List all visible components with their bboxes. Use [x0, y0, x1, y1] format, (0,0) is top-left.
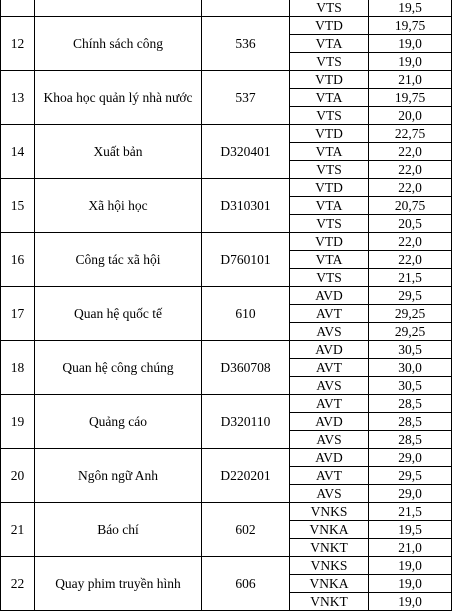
row-number-cell: 17 [1, 287, 35, 341]
subject-combo-cell: AVD [290, 413, 369, 431]
subject-combo-cell: AVS [290, 323, 369, 341]
table-row [1, 17, 452, 35]
table-row [1, 449, 452, 467]
score-cell: 29,25 [369, 323, 452, 341]
score-cell: 19,75 [369, 89, 452, 107]
subject-combo-cell: AVS [290, 431, 369, 449]
subject-combo-cell: VTS [290, 215, 369, 233]
table-row [1, 125, 452, 143]
score-cell: 30,5 [369, 377, 452, 395]
major-code-cell: 602 [202, 503, 290, 557]
score-cell: 20,75 [369, 197, 452, 215]
major-name-cell: Khoa học quản lý nhà nước [35, 71, 202, 125]
major-name-cell: Báo chí [35, 503, 202, 557]
subject-combo-cell: VTS [290, 161, 369, 179]
row-number-cell: 22 [1, 557, 35, 611]
row-number-cell: 12 [1, 17, 35, 71]
subject-combo-cell: VTD [290, 17, 369, 35]
score-cell: 21,0 [369, 539, 452, 557]
subject-combo-cell: VTS [290, 269, 369, 287]
subject-combo-cell: VTD [290, 233, 369, 251]
subject-combo-cell: AVT [290, 305, 369, 323]
score-cell: 29,5 [369, 287, 452, 305]
score-cell: 22,0 [369, 143, 452, 161]
major-name-cell: Quan hệ quốc tế [35, 287, 202, 341]
major-code-cell [202, 0, 290, 17]
score-cell: 21,5 [369, 503, 452, 521]
score-cell: 29,0 [369, 449, 452, 467]
row-number-cell: 18 [1, 341, 35, 395]
score-cell: 22,75 [369, 125, 452, 143]
major-code-cell: D320401 [202, 125, 290, 179]
score-cell: 22,0 [369, 233, 452, 251]
major-name-cell: Công tác xã hội [35, 233, 202, 287]
score-cell: 22,0 [369, 179, 452, 197]
subject-combo-cell: VTA [290, 143, 369, 161]
score-cell: 28,5 [369, 395, 452, 413]
major-code-cell: 536 [202, 17, 290, 71]
table-row [1, 233, 452, 251]
subject-combo-cell: AVD [290, 449, 369, 467]
score-cell: 21,0 [369, 71, 452, 89]
major-name-cell: Quay phim truyền hình [35, 557, 202, 611]
subject-combo-cell: AVT [290, 359, 369, 377]
row-number-cell: 15 [1, 179, 35, 233]
table-body [1, 0, 452, 611]
score-cell: 19,75 [369, 17, 452, 35]
score-cell: 19,0 [369, 35, 452, 53]
score-cell: 29,0 [369, 485, 452, 503]
subject-combo-cell: VTD [290, 71, 369, 89]
major-code-cell: 610 [202, 287, 290, 341]
table-row [1, 503, 452, 521]
score-cell: 28,5 [369, 431, 452, 449]
subject-combo-cell: VTA [290, 251, 369, 269]
score-cell: 19,0 [369, 53, 452, 71]
score-cell: 29,25 [369, 305, 452, 323]
major-code-cell: D310301 [202, 179, 290, 233]
subject-combo-cell: VNKS [290, 503, 369, 521]
score-cell: 19,5 [369, 521, 452, 539]
subject-combo-cell: AVD [290, 287, 369, 305]
major-code-cell: D360708 [202, 341, 290, 395]
row-number-cell: 19 [1, 395, 35, 449]
row-number-cell: 14 [1, 125, 35, 179]
row-number-cell: 20 [1, 449, 35, 503]
table-row [1, 395, 452, 413]
score-cell: 30,0 [369, 359, 452, 377]
subject-combo-cell: VTA [290, 197, 369, 215]
major-name-cell: Xuất bản [35, 125, 202, 179]
score-cell: 30,5 [369, 341, 452, 359]
score-cell: 19,0 [369, 557, 452, 575]
score-cell: 20,5 [369, 215, 452, 233]
major-code-cell: 606 [202, 557, 290, 611]
score-cell: 21,5 [369, 269, 452, 287]
major-code-cell: D320110 [202, 395, 290, 449]
subject-combo-cell: VTD [290, 125, 369, 143]
score-cell: 28,5 [369, 413, 452, 431]
subject-combo-cell: VNKT [290, 593, 369, 611]
subject-combo-cell: AVS [290, 377, 369, 395]
major-name-cell: Quan hệ công chúng [35, 341, 202, 395]
score-cell: 20,0 [369, 107, 452, 125]
subject-combo-cell: VTD [290, 179, 369, 197]
score-cell: 22,0 [369, 161, 452, 179]
major-name-cell: Ngôn ngữ Anh [35, 449, 202, 503]
row-number-cell: 16 [1, 233, 35, 287]
major-name-cell: Quảng cáo [35, 395, 202, 449]
subject-combo-cell: VTA [290, 89, 369, 107]
score-cell: 19,0 [369, 575, 452, 593]
subject-combo-cell: VTS [290, 0, 369, 17]
subject-combo-cell: VNKA [290, 521, 369, 539]
score-cell: 29,5 [369, 467, 452, 485]
score-cell: 19,5 [369, 0, 452, 17]
table-row [1, 341, 452, 359]
subject-combo-cell: VNKA [290, 575, 369, 593]
subject-combo-cell: VTS [290, 53, 369, 71]
table-row [1, 557, 452, 575]
row-number-cell: 13 [1, 71, 35, 125]
table-row [1, 0, 452, 17]
table-row [1, 71, 452, 89]
subject-combo-cell: VTS [290, 107, 369, 125]
table-row [1, 179, 452, 197]
score-cell: 19,0 [369, 593, 452, 611]
row-number-cell [1, 0, 35, 17]
major-name-cell: Chính sách công [35, 17, 202, 71]
table-row [1, 287, 452, 305]
subject-combo-cell: AVS [290, 485, 369, 503]
row-number-cell: 21 [1, 503, 35, 557]
major-code-cell: D760101 [202, 233, 290, 287]
major-code-cell: 537 [202, 71, 290, 125]
subject-combo-cell: AVD [290, 341, 369, 359]
subject-combo-cell: VNKS [290, 557, 369, 575]
subject-combo-cell: VNKT [290, 539, 369, 557]
major-name-cell: Xã hội học [35, 179, 202, 233]
score-cell: 22,0 [369, 251, 452, 269]
subject-combo-cell: AVT [290, 467, 369, 485]
subject-combo-cell: AVT [290, 395, 369, 413]
major-code-cell: D220201 [202, 449, 290, 503]
major-name-cell [35, 0, 202, 17]
subject-combo-cell: VTA [290, 35, 369, 53]
